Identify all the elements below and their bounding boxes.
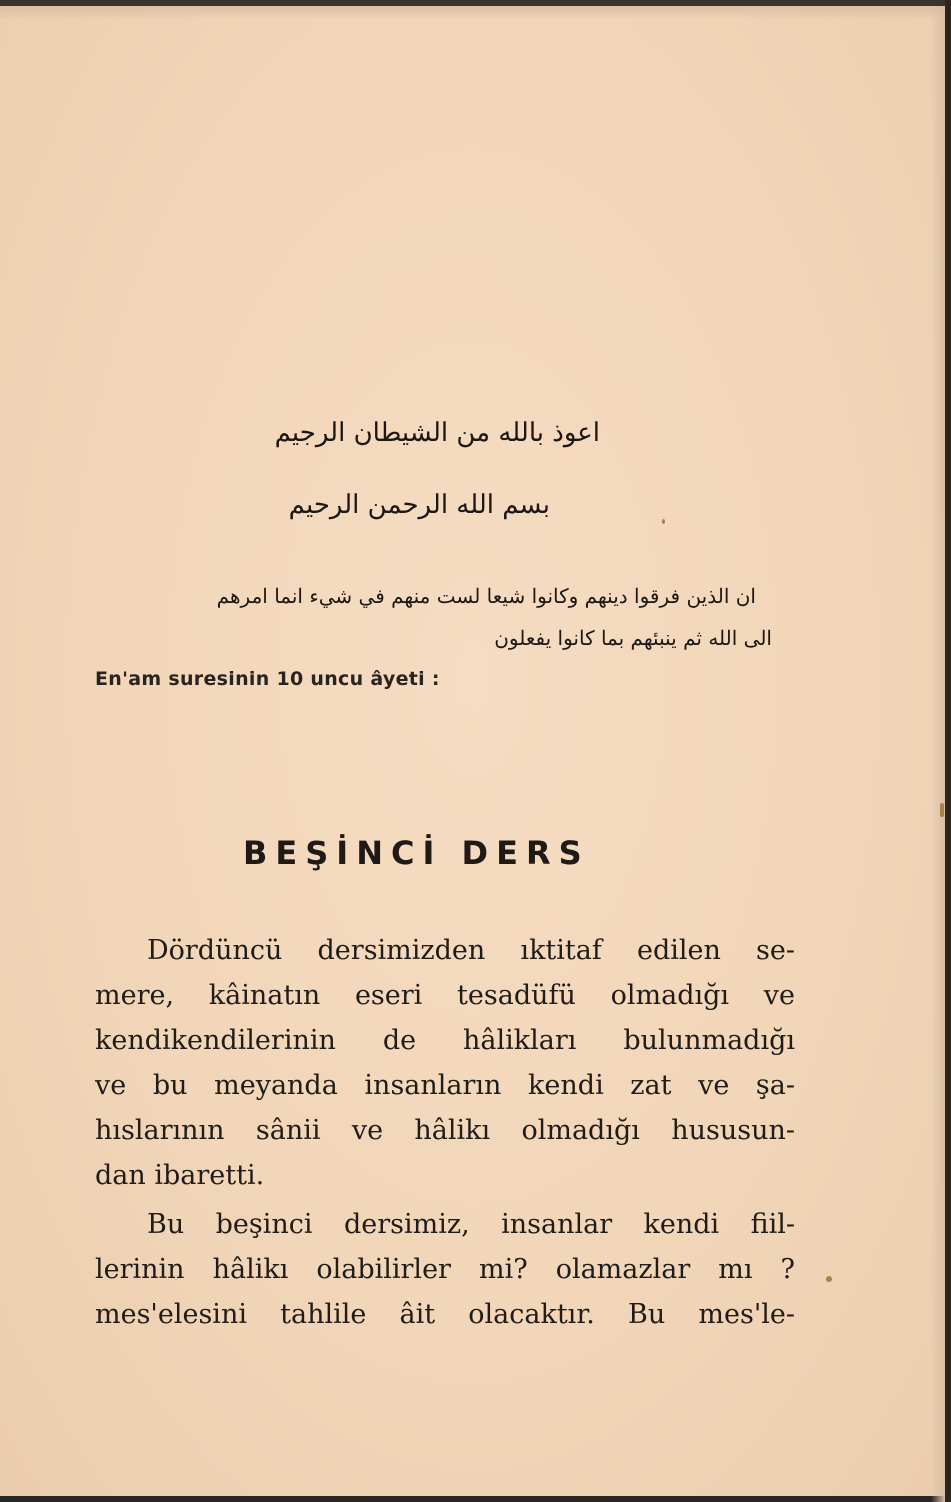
arabic-verse-line-1: ان الذين فرقوا دينهم وكانوا شيعا لست منهم في شيء انما امرهم xyxy=(216,584,756,608)
paper-speck xyxy=(826,1276,832,1282)
text-line: dan ibaretti. xyxy=(95,1160,265,1191)
text-line: Dördüncü dersimizden ıktitaf edilen se- xyxy=(147,935,795,966)
text-line: hıslarının sânii ve hâlikı olmadığı hususun- xyxy=(95,1115,795,1146)
paper-speck xyxy=(940,803,944,817)
paragraph-1 xyxy=(95,928,795,1198)
paragraph-2 xyxy=(95,1202,795,1337)
paper-speck xyxy=(662,519,665,524)
arabic-istiadha: اعوذ بالله من الشيطان الرجيم xyxy=(274,418,600,448)
text-line: ve bu meyanda insanların kendi zat ve şa- xyxy=(95,1070,795,1101)
arabic-basmala: بسم الله الرحمن الرحيم xyxy=(288,490,550,520)
verse-reference: En'am suresinin 10 uncu âyeti : xyxy=(95,668,440,690)
text-line: lerinin hâlikı olabilirler mi? olamazlar mı ? xyxy=(95,1254,795,1285)
arabic-verse-line-2: الى الله ثم ينبئهم بما كانوا يفعلون xyxy=(494,626,772,650)
lesson-title: BEŞİNCİ DERS xyxy=(243,834,590,872)
page-top-edge xyxy=(0,6,945,20)
text-line: kendikendilerinin de hâlikları bulunmadığı xyxy=(95,1025,795,1056)
text-line: mes'elesini tahlile âit olacaktır. Bu mes'le- xyxy=(95,1299,795,1330)
page-right-edge xyxy=(931,6,945,1502)
text-line: mere, kâinatın eseri tesadüfü olmadığı ve xyxy=(95,980,795,1011)
text-line: Bu beşinci dersimiz, insanlar kendi fiil- xyxy=(147,1209,795,1240)
